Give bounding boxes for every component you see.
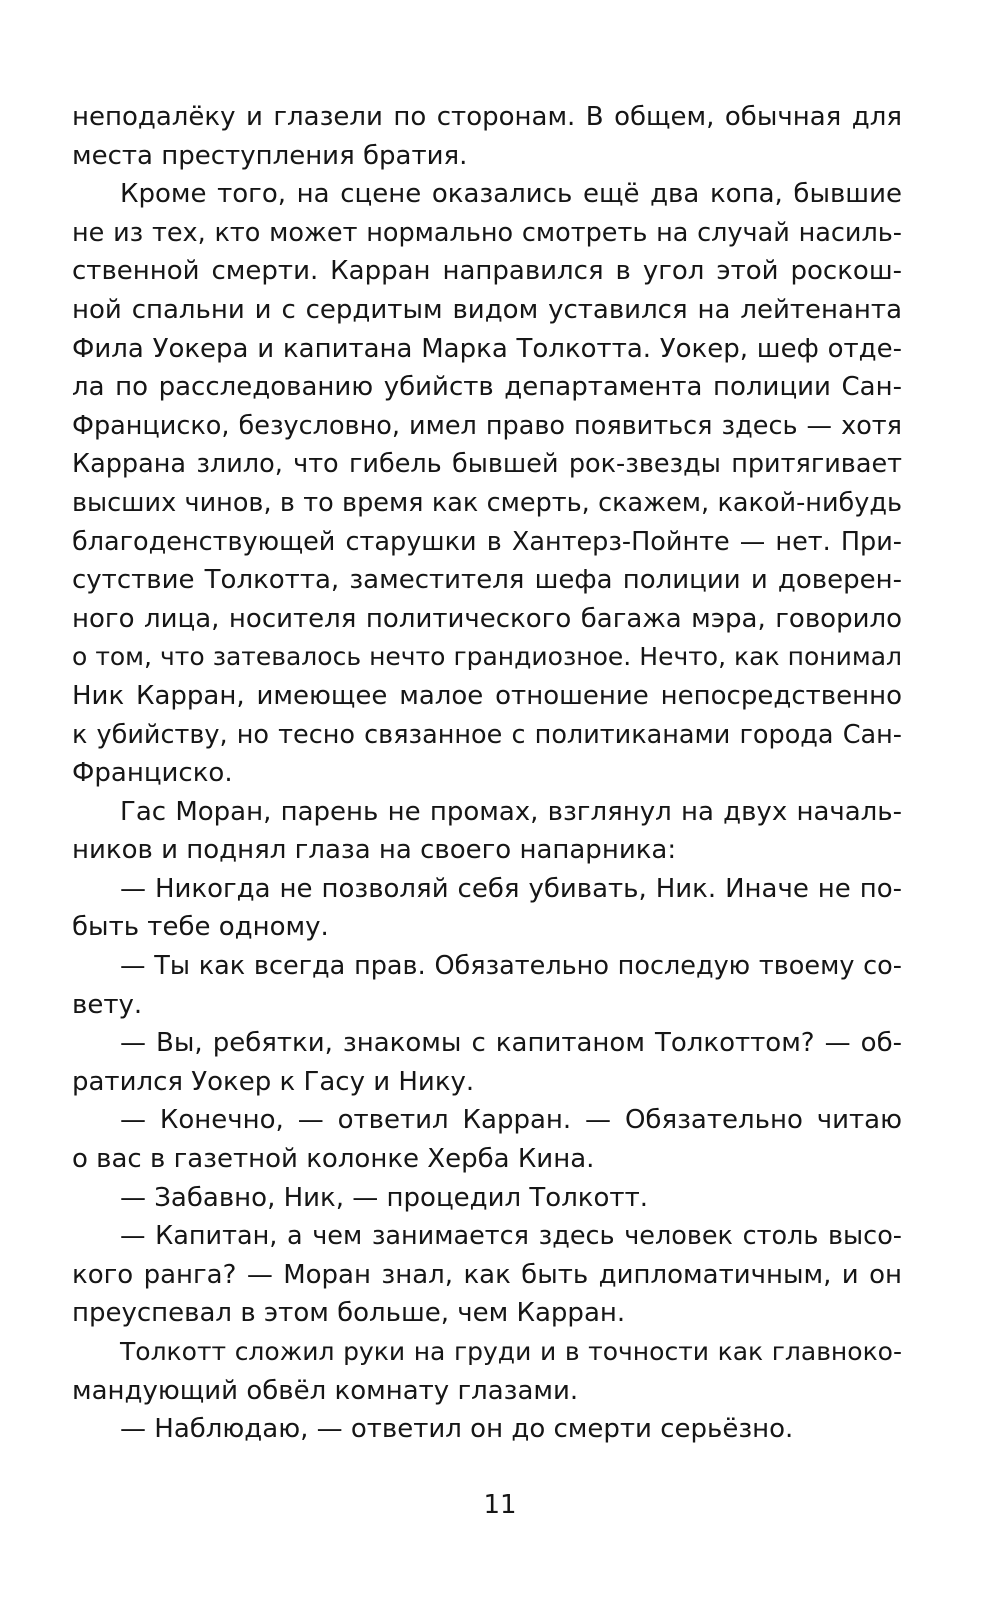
text-line: к убийству, но тесно связанное с политиканами города Сан- (72, 719, 902, 750)
text-line: Франциско, безусловно, имел право появиться здесь — хотя (72, 410, 902, 441)
text-line: Толкотт сложил руки на груди и в точности как главноко- (120, 1337, 902, 1366)
text-line: — Ты как всегда прав. Обязательно последую твоему со- (120, 951, 902, 982)
text-line: Фила Уокера и капитана Марка Толкотта. Уокер, шеф отде- (72, 333, 902, 364)
text-line: Франциско. (72, 758, 233, 789)
body-text (72, 98, 902, 1449)
text-line: Ник Карран, имеющее малое отношение непосредственно (72, 680, 902, 711)
text-line: — Вы, ребятки, знакомы с капитаном Толкоттом? — об- (120, 1028, 902, 1059)
page-number: 11 (483, 1490, 517, 1520)
text-line: вету. (72, 989, 143, 1020)
text-line: ников и поднял глаза на своего напарника: (72, 835, 677, 866)
text-line: мандующий обвёл комнату глазами. (72, 1375, 579, 1406)
text-line: — Конечно, — ответил Карран. — Обязательно читаю (120, 1105, 902, 1136)
text-line: ного лица, носителя политического багажа мэра, говорило (72, 603, 902, 634)
text-line: сутствие Толкотта, заместителя шефа полиции и доверен- (72, 565, 902, 596)
text-line: Кроме того, на сцене оказались ещё два копа, бывшие (120, 179, 902, 210)
text-line: не из тех, кто может нормально смотреть на случай насиль- (72, 217, 902, 248)
text-line: — Никогда не позволяй себя убивать, Ник. Иначе не по- (120, 873, 902, 904)
text-line: высших чинов, в то время как смерть, скажем, какой-нибудь (72, 487, 902, 518)
text-line: места преступления братия. (72, 140, 468, 171)
text-line: преуспевал в этом больше, чем Карран. (72, 1298, 626, 1329)
text-line: о том, что затевалось нечто грандиозное. Нечто, как понимал (72, 642, 902, 672)
text-line: кого ранга? — Моран знал, как быть дипломатичным, и он (72, 1259, 902, 1290)
text-line: — Наблюдаю, — ответил он до смерти серьёзно. (120, 1414, 794, 1445)
text-line: — Капитан, а чем занимается здесь человек столь высо- (120, 1221, 902, 1252)
text-line: — Забавно, Ник, — процедил Толкотт. (120, 1182, 648, 1213)
text-line: ственной смерти. Карран направился в угол этой роскош- (72, 256, 902, 287)
text-line: быть тебе одному. (72, 912, 329, 943)
text-line: Каррана злило, что гибель бывшей рок-звезды притягивает (72, 449, 902, 480)
text-line: ла по расследованию убийств департамента полиции Сан- (72, 372, 902, 403)
text-line: ратился Уокер к Гасу и Нику. (72, 1066, 475, 1097)
text-line: благоденствующей старушки в Хантерз-Пойнте — нет. При- (72, 526, 902, 557)
text-line: о вас в газетной колонке Херба Кина. (72, 1144, 595, 1175)
text-line: ной спальни и с сердитым видом уставился на лейтенанта (72, 294, 902, 325)
text-line: неподалёку и глазели по сторонам. В общем, обычная для (72, 102, 902, 132)
text-line: Гас Моран, парень не промах, взглянул на двух началь- (120, 796, 902, 827)
